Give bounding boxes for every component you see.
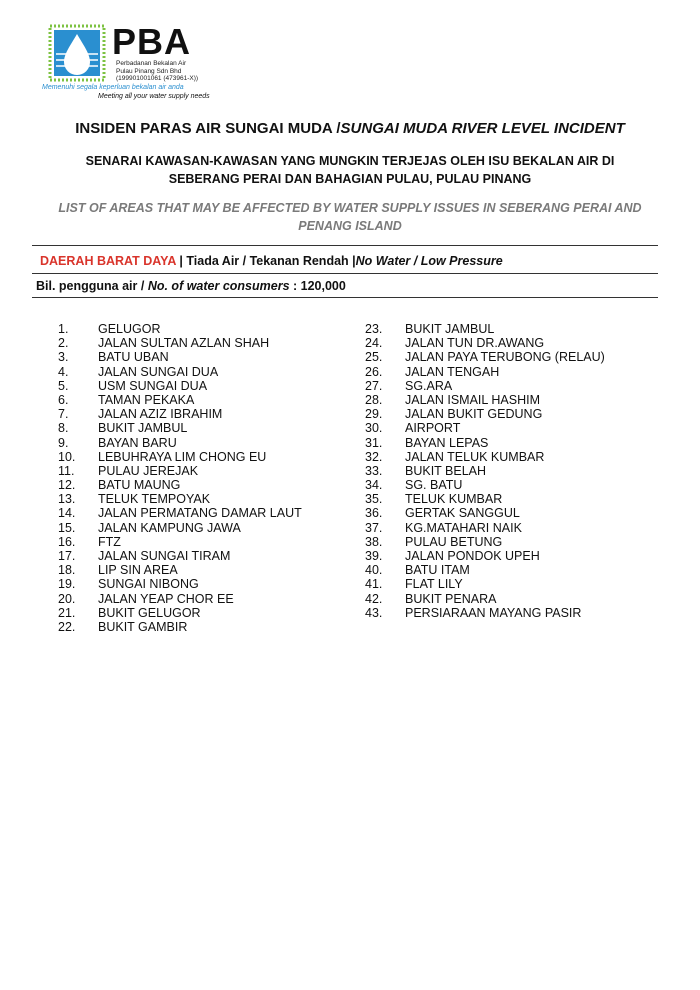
area-name: JALAN PERMATANG DAMAR LAUT — [98, 506, 302, 521]
area-name: PERSIARAAN MAYANG PASIR — [405, 605, 582, 620]
item-number: 37. — [365, 520, 383, 535]
area-name: FTZ — [98, 534, 121, 549]
item-number: 33. — [365, 463, 383, 478]
item-number: 30. — [365, 421, 383, 436]
item-number: 16. — [58, 534, 76, 549]
list-item — [365, 478, 605, 492]
consumers-label-en: No. of water consumers — [147, 279, 290, 293]
area-list-left — [58, 322, 302, 634]
district-name: DAERAH BARAT DAYA — [40, 254, 176, 268]
list-item — [365, 577, 605, 591]
page-title — [0, 120, 700, 137]
status-ms: Tiada Air / Tekanan Rendah — [186, 254, 349, 268]
area-name: GERTAK SANGGUL — [405, 506, 520, 521]
area-list-right — [365, 322, 605, 620]
list-item — [365, 450, 605, 464]
item-number: 42. — [365, 591, 383, 606]
area-name: TELUK TEMPOYAK — [98, 492, 211, 507]
item-number: 36. — [365, 506, 383, 521]
pba-logo — [40, 20, 240, 110]
list-item — [365, 521, 605, 535]
area-name: JALAN SUNGAI TIRAM — [98, 549, 231, 563]
list-item — [365, 592, 605, 606]
area-name: BUKIT JAMBUL — [98, 421, 188, 436]
item-number: 41. — [365, 577, 383, 592]
list-item — [365, 322, 605, 336]
item-number: 9. — [58, 435, 69, 450]
area-name: JALAN YEAP CHOR EE — [98, 591, 234, 606]
list-item — [58, 336, 302, 350]
area-name: BATU ITAM — [405, 563, 470, 578]
list-item — [365, 606, 605, 620]
separator: | — [348, 254, 356, 268]
list-item — [58, 521, 302, 535]
item-number: 2. — [58, 336, 69, 351]
list-item — [365, 549, 605, 563]
list-item — [365, 563, 605, 577]
list-item — [365, 365, 605, 379]
title-en: SUNGAI MUDA RIVER LEVEL INCIDENT — [340, 120, 625, 137]
list-item — [365, 506, 605, 520]
list-item — [58, 322, 302, 336]
area-name: BUKIT GELUGOR — [98, 605, 201, 620]
list-item — [58, 535, 302, 549]
district-band — [40, 254, 503, 268]
logo-tagline-en: Meeting all your water supply needs — [98, 93, 210, 100]
divider-bottom — [32, 297, 658, 298]
item-number: 34. — [365, 478, 383, 493]
area-name: BATU MAUNG — [98, 478, 181, 493]
area-name: KG.MATAHARI NAIK — [405, 520, 522, 535]
item-number: 27. — [365, 378, 383, 393]
list-item — [58, 592, 302, 606]
item-number: 32. — [365, 449, 383, 464]
list-item — [365, 393, 605, 407]
area-name: SG. BATU — [405, 478, 463, 493]
logo-tagline-ms: Memenuhi segala keperluan bekalan air anda — [42, 84, 184, 91]
area-name: JALAN TELUK KUMBAR — [405, 449, 545, 464]
list-item — [58, 506, 302, 520]
item-number: 25. — [365, 350, 383, 365]
item-number: 13. — [58, 492, 76, 507]
area-name: JALAN PONDOK UPEH — [405, 549, 540, 563]
area-name: SG.ARA — [405, 378, 453, 393]
list-item — [58, 421, 302, 435]
list-item — [58, 365, 302, 379]
item-number: 8. — [58, 421, 69, 436]
list-item — [365, 336, 605, 350]
area-name: JALAN SULTAN AZLAN SHAH — [98, 336, 270, 351]
item-number: 15. — [58, 520, 76, 535]
area-name: BUKIT PENARA — [405, 591, 497, 606]
divider-middle — [32, 273, 658, 274]
area-name: JALAN KAMPUNG JAWA — [98, 520, 241, 535]
item-number: 11. — [58, 463, 75, 478]
list-item — [58, 350, 302, 364]
list-item — [365, 350, 605, 364]
area-name: AIRPORT — [405, 421, 461, 436]
area-name: FLAT LILY — [405, 577, 463, 592]
area-name: GELUGOR — [98, 322, 161, 336]
area-name: BAYAN LEPAS — [405, 435, 489, 450]
item-number: 21. — [58, 605, 76, 620]
area-name: BAYAN BARU — [98, 435, 177, 450]
list-item — [58, 620, 302, 634]
item-number: 4. — [58, 364, 69, 379]
item-number: 12. — [58, 478, 76, 493]
item-number: 28. — [365, 392, 383, 407]
item-number: 29. — [365, 407, 383, 422]
list-item — [365, 421, 605, 435]
status-en: No Water / Low Pressure — [355, 254, 503, 268]
area-name: BATU UBAN — [98, 350, 169, 365]
water-drop-logo-icon — [48, 24, 106, 82]
item-number: 31. — [365, 435, 383, 450]
area-name: JALAN ISMAIL HASHIM — [405, 392, 540, 407]
item-number: 7. — [58, 407, 69, 422]
item-number: 22. — [58, 619, 76, 634]
logo-company-lines: Perbadanan Bekalan Air Pulau Pinang Sdn Bhd (199901001061 (473961-X)) — [116, 60, 199, 82]
area-name: JALAN TUN DR.AWANG — [405, 336, 545, 351]
area-name: JALAN AZIZ IBRAHIM — [98, 407, 223, 422]
area-name: LEBUHRAYA LIM CHONG EU — [98, 449, 267, 464]
item-number: 35. — [365, 492, 383, 507]
list-item — [58, 549, 302, 563]
area-name: JALAN TENGAH — [405, 364, 500, 379]
item-number: 43. — [365, 605, 383, 620]
item-number: 14. — [58, 506, 76, 521]
list-item — [365, 379, 605, 393]
list-item — [58, 393, 302, 407]
list-item — [58, 407, 302, 421]
item-number: 6. — [58, 392, 69, 407]
list-item — [58, 577, 302, 591]
list-item — [58, 379, 302, 393]
list-item — [58, 492, 302, 506]
area-name: USM SUNGAI DUA — [98, 378, 208, 393]
item-number: 20. — [58, 591, 76, 606]
item-number: 18. — [58, 563, 76, 578]
area-name: BUKIT GAMBIR — [98, 619, 188, 634]
item-number: 23. — [365, 322, 383, 336]
list-item — [365, 535, 605, 549]
area-name: JALAN SUNGAI DUA — [98, 364, 219, 379]
item-number: 38. — [365, 534, 383, 549]
title-ms: INSIDEN PARAS AIR SUNGAI MUDA / — [75, 120, 341, 137]
item-number: 10. — [58, 449, 76, 464]
item-number: 3. — [58, 350, 69, 365]
area-name: BUKIT BELAH — [405, 463, 487, 478]
area-name: SUNGAI NIBONG — [98, 577, 199, 592]
consumer-count — [36, 279, 346, 293]
area-name: PULAU JEREJAK — [98, 463, 199, 478]
item-number: 5. — [58, 378, 69, 393]
consumers-value: : 120,000 — [293, 279, 346, 293]
separator: | — [175, 254, 187, 268]
list-item — [58, 450, 302, 464]
item-number: 1. — [58, 322, 69, 336]
item-number: 19. — [58, 577, 76, 592]
list-item — [58, 606, 302, 620]
area-name: BUKIT JAMBUL — [405, 322, 495, 336]
area-name: LIP SIN AREA — [98, 563, 178, 578]
item-number: 40. — [365, 563, 383, 578]
area-name: TAMAN PEKAKA — [98, 392, 195, 407]
list-item — [365, 492, 605, 506]
subtitle-en: LIST OF AREAS THAT MAY BE AFFECTED BY WATER SUPPLY ISSUES IN SEBERANG PERAI AND PENANG ISLAND — [58, 201, 642, 233]
list-item — [365, 407, 605, 421]
item-number: 39. — [365, 549, 383, 563]
list-item — [58, 563, 302, 577]
list-item — [58, 478, 302, 492]
subtitle-ms: SENARAI KAWASAN-KAWASAN YANG MUNGKIN TERJEJAS OLEH ISU BEKALAN AIR DI SEBERANG PERAI DAN BAHAGIAN PULAU, PULAU PINANG — [85, 154, 615, 186]
area-name: TELUK KUMBAR — [405, 492, 503, 507]
item-number: 17. — [58, 549, 76, 563]
area-name: PULAU BETUNG — [405, 534, 503, 549]
area-name: JALAN BUKIT GEDUNG — [405, 407, 543, 422]
divider-top — [32, 245, 658, 246]
list-item — [58, 436, 302, 450]
list-item — [58, 464, 302, 478]
list-item — [365, 436, 605, 450]
list-item — [365, 464, 605, 478]
area-name: JALAN PAYA TERUBONG (RELAU) — [405, 350, 605, 365]
item-number: 26. — [365, 364, 383, 379]
item-number: 24. — [365, 336, 383, 351]
consumers-label-ms: Bil. pengguna air / — [36, 279, 148, 293]
logo-name: PBA — [112, 21, 192, 62]
